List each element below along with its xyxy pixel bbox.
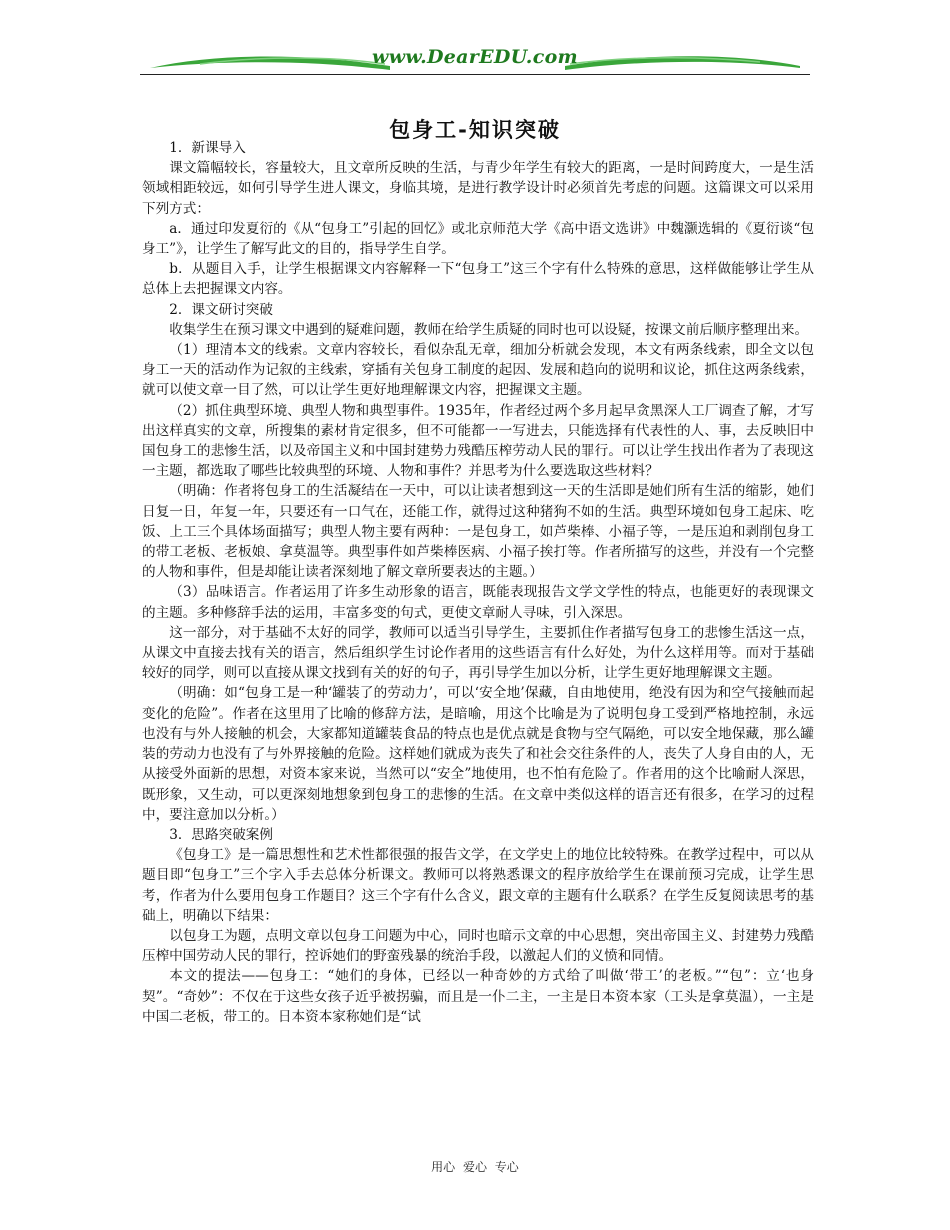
section-heading-1: 1．新课导入 bbox=[169, 140, 246, 156]
paragraph: a．通过印发夏衍的《从“包身工”引起的回忆》或北京师范大学《高中语文选讲》中魏灏选辑的《夏衍谈“包身工”》，让学生了解写此文的目的，指导学生自学。 bbox=[142, 220, 814, 258]
page-header bbox=[140, 44, 810, 80]
section-heading-3: 3．思路突破案例 bbox=[169, 826, 273, 843]
paragraph: 这一部分，对于基础不太好的同学，教师可以适当引导学生，主要抓住作者描写包身工的悲惨生活这一点，从课文中直接去找有关的语言，然后组织学生讨论作者用的这些语言有什么好处，为什么这样用等。而对于基础较好的同学，则可以直接从课文找到有关的好的句子，再引导学生加以分析，让学生更好地理解课文主题。 bbox=[142, 624, 814, 682]
paragraph: （明确：作者将包身工的生活凝结在一天中，可以让读者想到这一天的生活即是她们所有生活的缩影，她们日复一日，年复一年，只要还有一口气在，还能工作，就得过这种猪狗不如的生活。典型环境如包身工起床、吃饭、上工三个具体场面描写；典型人物主要有两种：一是包身工，如芦柴棒、小福子等，一是压迫和剥削包身工的带工老板、老板娘、拿莫温等。典型事件如芦柴棒医病、小福子挨打等。作者所描写的这些，并没有一个完整的人物和事件，但是却能让读者深刻地了解文章所要表达的主题。） bbox=[142, 483, 814, 581]
section-heading-2: 2．课文研讨突破 bbox=[169, 301, 273, 318]
page-footer: 用心 爱心 专心 bbox=[431, 1160, 519, 1174]
paragraph: b．从题目入手，让学生根据课文内容解释一下“包身工”这三个字有什么特殊的意思，这样做能够让学生从总体上去把握课文内容。 bbox=[142, 261, 814, 298]
paragraph: 课文篇幅较长，容量较大，且文章所反映的生活，与青少年学生有较大的距离，一是时间跨度大，一是生活领域相距较远，如何引导学生进人课文，身临其境，是进行教学设计时必须首先考虑的问题。这篇课文可以采用下列方式： bbox=[142, 160, 814, 217]
header-rule bbox=[140, 74, 810, 75]
paragraph: 收集学生在预习课文中遇到的疑难问题，教师在给学生质疑的同时也可以设疑，按课文前后顺序整理出来。 bbox=[169, 321, 809, 338]
paragraph: （2）抓住典型环境、典型人物和典型事件。1935年，作者经过两个多月起早贪黑深人工厂调查了解，才写出这样真实的文章，所搜集的素材肯定很多，但不可能都一一写进去，只能选择有代表性的人、事，去反映旧中国包身工的悲惨生活，以及帝国主义和中国封建势力残酷压榨劳动人民的罪行。可以让学生找出作者为了表现这一主题，都选取了哪些比较典型的环境、人物和事件？并思考为什么要选取这些材料？ bbox=[142, 402, 814, 480]
paragraph: （1）理清本文的线索。文章内容较长，看似杂乱无章，细加分析就会发现，本文有两条线索，即全文以包身工一天的活动作为记叙的主线索，穿插有关包身工制度的起因、发展和趋向的说明和议论，抓住这两条线索，就可以使文章一目了然，可以让学生更好地理解课文内容，把握课文主题。 bbox=[142, 342, 814, 399]
paragraph: 《包身工》是一篇思想性和艺术性都很强的报告文学，在文学史上的地位比较特殊。在教学过程中，可以从题目即“包身工”三个字入手去总体分析课文。教师可以将熟悉课文的程序放给学生在课前预习完成，让学生思考，作者为什么要用包身工作题目？这三个字有什么含义，跟文章的主题有什么联系？在学生反复阅读思考的基础上，明确以下结果： bbox=[142, 847, 814, 924]
paragraph: （明确：如“包身工是一种‘罐装了的劳动力’，可以‘安全地’保藏，自由地使用，绝没有因为和空气接触而起变化的危险”。作者在这里用了比喻的修辞方法，是暗喻，用这个比喻是为了说明包身工受到严格地控制，永远也没有与外人接触的机会，大家都知道罐装食品的特点也是优点就是食物与空气隔绝，可以安全地保藏，那么罐装的劳动力也没有了与外界接触的危险。这样她们就成为丧失了和社会交往条件的人，丧失了人身自由的人，无从接受外面新的思想，对资本家来说，当然可以“安全”地使用，也不怕有危险了。作者用的这个比喻耐人深思，既形象，又生动，可以更深刻地想象到包身工的悲惨的生活。在文章中类似这样的语言还有很多，在学习的过程中，要注意加以分析。） bbox=[142, 685, 814, 823]
site-logo-text: www.DearEDU.com bbox=[372, 46, 578, 68]
paragraph: 本文的提法——包身工：“她们的身体，已经以一种奇妙的方式给了叫做‘带工’的老板。”“包”：立‘也身契”。“奇妙”：不仅在于这些女孩子近乎被拐骗，而且是一仆二主，一主是日本资本家（工头是拿莫温），一主是中国二老板，带工的。日本资本家称她们是“试 bbox=[142, 968, 814, 1025]
document-title: 包身工-知识突破 bbox=[389, 118, 561, 142]
paragraph: （3）品味语言。作者运用了许多生动形象的语言，既能表现报告文学文学性的特点，也能更好的表现课文的主题。多种修辞手法的运用，丰富多变的句式，更使文章耐人寻味，引入深思。 bbox=[142, 584, 814, 621]
paragraph: 以包身工为题，点明文章以包身工问题为中心，同时也暗示文章的中心思想，突出帝国主义、封建势力残酷压榨中国劳动人民的罪行，控诉她们的野蛮残暴的统治手段，以激起人们的义愤和同情。 bbox=[142, 927, 814, 965]
document-body bbox=[142, 138, 814, 1027]
